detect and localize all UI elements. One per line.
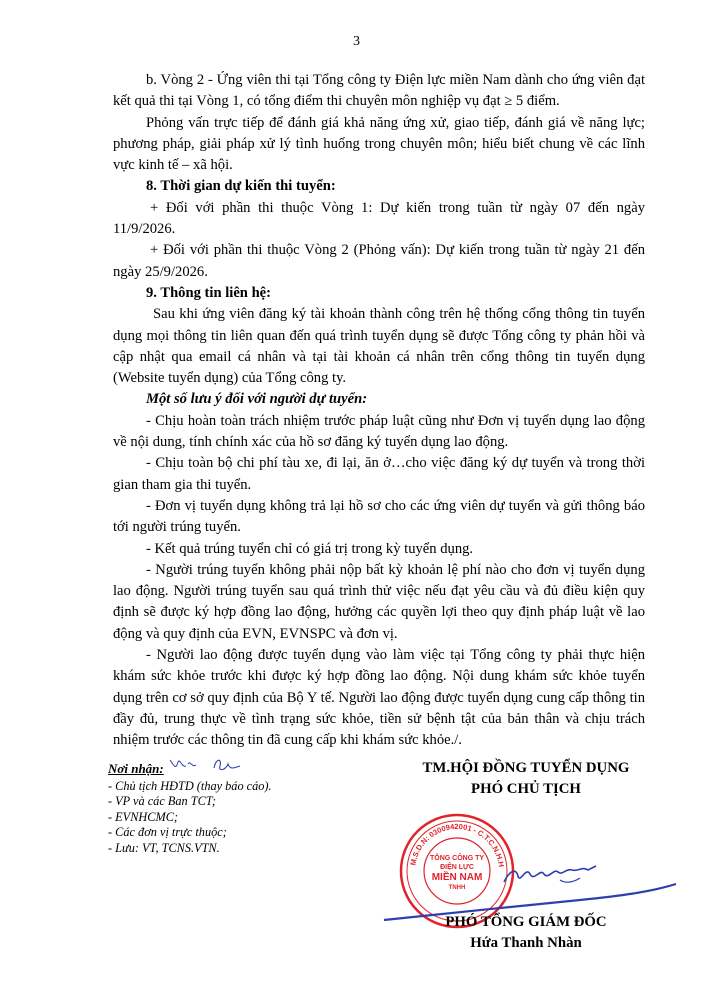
paragraph-round2-date: + Đối với phần thi thuộc Vòng 2 (Phỏng vấn): Dự kiến trong tuần từ ngày 21 đến ngày 25/9/2026. (113, 242, 645, 280)
heading-notes: Một số lưu ý đối với người dự tuyển: (146, 391, 368, 408)
paragraph-interview: Phỏng vấn trực tiếp để đánh giá khả năng ứng xử, giao tiếp, đánh giá về năng lực; phương pháp, giải pháp xử lý tình huống trong chuyên môn; hiểu biết chung về các lĩnh vực kinh tế – xã hội. (113, 114, 645, 174)
recipient-item: - Lưu: VT, TCNS.VTN. (108, 840, 220, 855)
seal-center-line2: ĐIỆN LỰC (440, 864, 474, 871)
recipient-item: - VP và các Ban TCT; (108, 794, 216, 809)
signature-role-line: PHÓ CHỦ TỊCH (471, 781, 581, 797)
note-item: - Đơn vị tuyển dụng không trả lại hồ sơ cho các ứng viên dự tuyển và gửi thông báo tới người trúng tuyển. (113, 497, 645, 536)
seal-center-line3: MIỀN NAM (431, 872, 483, 883)
paragraph-contact: Sau khi ứng viên đăng ký tài khoản thành công trên hệ thống cổng thông tin tuyển dụng mọi thông tin liên quan đến quá trình tuyển dụng sẽ được Tổng công ty phản hồi và cập nhật qua email cá nhân và tại tài khoản cá nhân trên cổng thông tin tuyển dụng (Website tuyển dụng) của Tổng công ty. (113, 306, 645, 387)
recipients-list (108, 779, 368, 857)
seal-ring-text: M.S.D.N: 0300942001 - C.T.C.N.H.H (408, 821, 506, 868)
note-item: - Chịu toàn bộ chi phí tàu xe, đi lại, ăn ở…cho việc đăng ký dự tuyển và trong thời gian tham gia thi tuyển. (113, 455, 645, 493)
signer-block (395, 912, 657, 954)
handwritten-initials (168, 756, 244, 776)
signature-council-line: TM.HỘI ĐỒNG TUYỂN DỤNG (422, 760, 630, 776)
paragraph-round1-date: + Đối với phần thi thuộc Vòng 1: Dự kiến trong tuần từ ngày 07 đến ngày 11/9/2026. (113, 199, 645, 238)
seal-center-line4: TNHH (448, 885, 466, 891)
recipients-title: Nơi nhận: (108, 761, 164, 776)
seal-center-line1: TỔNG CÔNG TY (429, 855, 485, 862)
page-number: 3 (353, 34, 360, 49)
recipient-item: - Các đơn vị trực thuộc; (108, 825, 227, 840)
note-item: - Chịu hoàn toàn trách nhiệm trước pháp luật cũng như Đơn vị tuyển dụng lao động về nội dung, tính chính xác của hồ sơ đăng ký tuyển dụng lao động. (113, 412, 645, 451)
note-item: - Kết quả trúng tuyển chỉ có giá trị trong kỳ tuyển dụng. (146, 540, 474, 557)
note-item: - Người lao động được tuyển dụng vào làm việc tại Tổng công ty phải thực hiện khám sức khỏe trước khi được ký hợp đồng lao động. Nội dung khám sức khỏe tuyển dụng trên cơ sở quy định của Bộ Y tế. Người lao động được tuyển dụng cung cấp thông tin đầy đủ, trung thực về tình trạng sức khỏe, tiền sử bệnh tật của bản thân và chịu trách nhiệm trước các thông tin đã cung cấp khi khám sức khỏe./. (113, 647, 645, 749)
recipient-item: - EVNHCMC; (108, 809, 179, 824)
heading-section-9: 9. Thông tin liên hệ: (146, 284, 272, 301)
paragraph-round2: b. Vòng 2 - Ứng viên thi tại Tổng công ty Điện lực miền Nam dành cho ứng viên đạt kết quả thi tại Vòng 1, có tổng điểm thi chuyên môn nghiệp vụ đạt ≥ 5 điểm. (113, 72, 645, 110)
document-body (113, 70, 645, 752)
note-item: - Người trúng tuyển không phải nộp bất kỳ khoản lệ phí nào cho đơn vị tuyển dụng lao động. Người trúng tuyển sau quá trình thử việc nếu đạt yêu cầu và đủ điều kiện quy định sẽ được ký hợp đồng lao động, hưởng các quyền lợi theo quy định pháp luật về lao động và quy định của EVN, EVNSPC và đơn vị. (113, 561, 645, 642)
signer-position: PHÓ TỔNG GIÁM ĐỐC (445, 914, 607, 930)
recipient-item: - Chủ tịch HĐTD (thay báo cáo). (108, 778, 272, 793)
signer-name: Hứa Thanh Nhàn (470, 935, 582, 951)
signature-header (395, 758, 657, 800)
heading-section-8: 8. Thời gian dự kiến thi tuyển: (146, 178, 336, 195)
